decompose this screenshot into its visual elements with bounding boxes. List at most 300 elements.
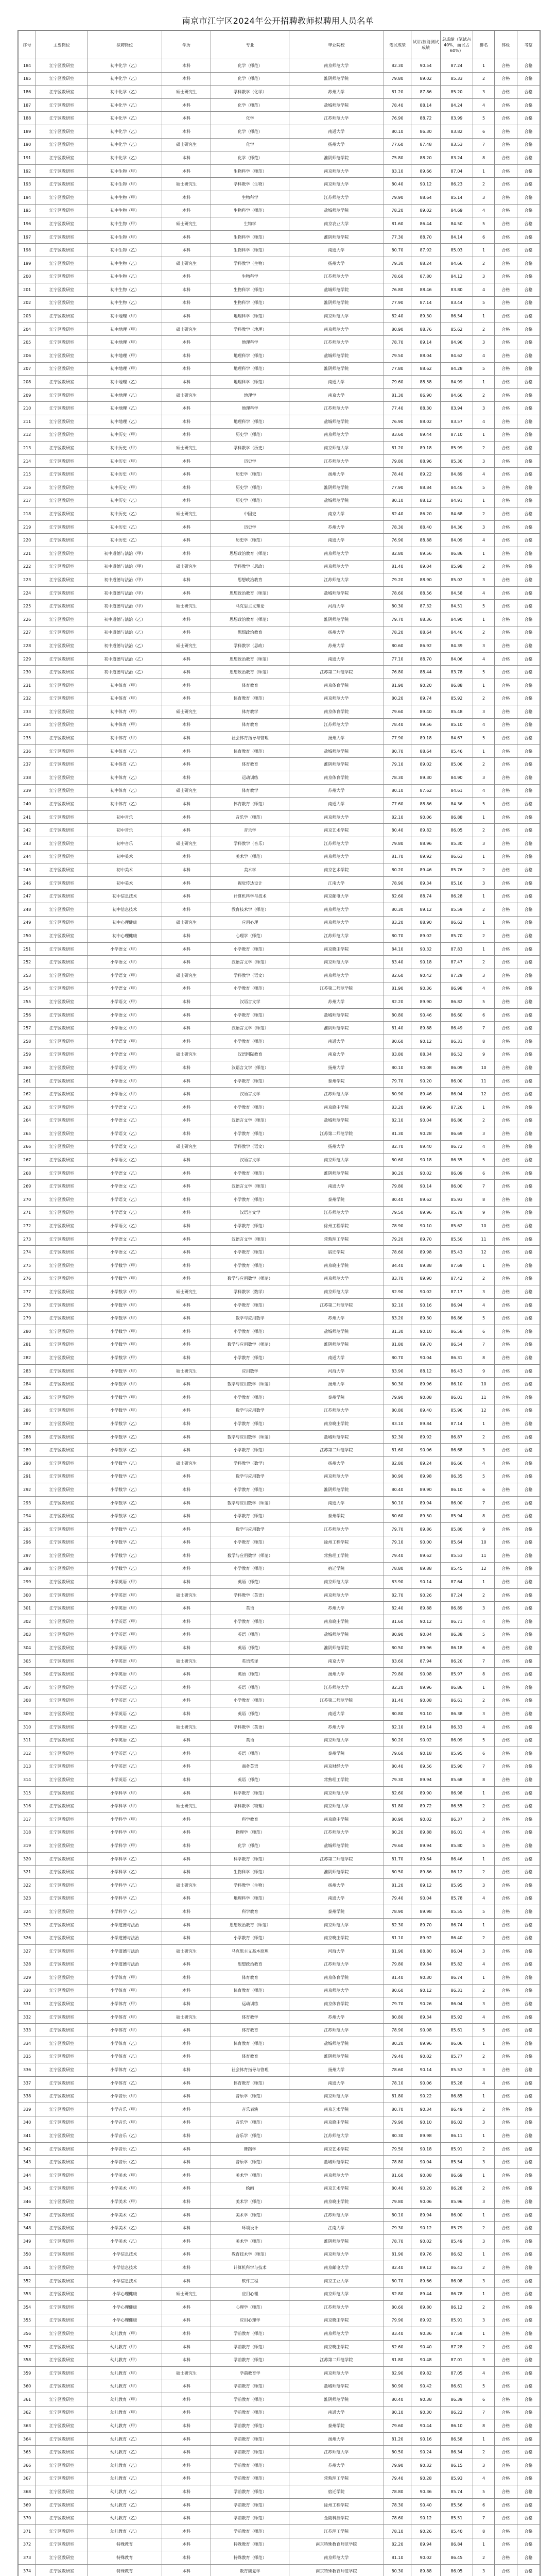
post-name-cell: 初中生物（甲）: [88, 230, 162, 244]
interview-score-cell: 89.92: [411, 850, 440, 863]
total-score-cell: 84.61: [440, 784, 473, 798]
physical-exam-cell: 合格: [494, 2551, 517, 2565]
table-row: [19, 98, 540, 112]
major-cell: 学前教育（师范）: [211, 2406, 289, 2419]
major-cell: 地理科学（师范）: [211, 349, 289, 363]
school-cell: 扬州大学: [289, 2063, 384, 2077]
total-score-cell: 84.96: [440, 336, 473, 349]
post-unit-cell: 江宁区教研室: [36, 982, 88, 995]
written-score-cell: 83.20: [384, 916, 411, 929]
physical-exam-cell: 合格: [494, 2169, 517, 2182]
degree-cell: 本科: [162, 1470, 211, 1483]
post-name-cell: 初中历史（乙）: [88, 507, 162, 521]
interview-score-cell: 89.98: [411, 2129, 440, 2143]
row-index-cell: 349: [19, 2234, 36, 2248]
rank-cell: 1: [473, 59, 495, 73]
row-index-cell: 274: [19, 1246, 36, 1259]
post-unit-cell: 江宁区教研室: [36, 1206, 88, 1219]
post-name-cell: 小学语文（乙）: [88, 1246, 162, 1259]
post-unit-cell: 江宁区教研室: [36, 2366, 88, 2380]
post-unit-cell: 江宁区教研室: [36, 679, 88, 692]
post-unit-cell: 江宁区教研室: [36, 2419, 88, 2433]
inspection-cell: 合格: [517, 2512, 540, 2525]
inspection-cell: 合格: [517, 1180, 540, 1193]
written-score-cell: 78.40: [384, 98, 411, 112]
school-cell: 盐城师范学院: [289, 98, 384, 112]
rank-cell: 4: [473, 586, 495, 600]
inspection-cell: 合格: [517, 2446, 540, 2459]
post-unit-cell: 江宁区教研室: [36, 929, 88, 943]
degree-cell: 本科: [162, 283, 211, 297]
row-index-cell: 298: [19, 1562, 36, 1575]
post-name-cell: 初中历史（甲）: [88, 454, 162, 468]
physical-exam-cell: 合格: [494, 2314, 517, 2327]
school-cell: 南京师范大学: [289, 1800, 384, 1813]
school-cell: 盐城师范学院: [289, 1430, 384, 1444]
degree-cell: 本科: [162, 903, 211, 917]
interview-score-cell: 90.48: [411, 2353, 440, 2367]
degree-cell: 本科: [162, 652, 211, 666]
rank-cell: 6: [473, 2393, 495, 2406]
physical-exam-cell: 合格: [494, 1800, 517, 1813]
physical-exam-cell: 合格: [494, 2248, 517, 2261]
school-cell: 南京师范大学: [289, 810, 384, 824]
post-name-cell: 小学数学（乙）: [88, 1470, 162, 1483]
post-name-cell: 初中生物（甲）: [88, 204, 162, 217]
major-cell: 小学教育（师范）: [211, 1008, 289, 1022]
interview-score-cell: 86.20: [411, 507, 440, 521]
table-row: [19, 876, 540, 890]
post-name-cell: 小学语文（甲）: [88, 956, 162, 969]
degree-cell: 硕士研究生: [162, 1800, 211, 1813]
row-index-cell: 270: [19, 1193, 36, 1207]
rank-cell: 3: [473, 1444, 495, 1457]
physical-exam-cell: 合格: [494, 718, 517, 732]
inspection-cell: 合格: [517, 1522, 540, 1536]
row-index-cell: 200: [19, 270, 36, 283]
table-row: [19, 1654, 540, 1668]
total-score-cell: 86.06: [440, 2037, 473, 2050]
inspection-cell: 合格: [517, 1470, 540, 1483]
inspection-cell: 合格: [517, 600, 540, 613]
degree-cell: 本科: [162, 863, 211, 877]
interview-score-cell: 89.56: [411, 718, 440, 732]
school-cell: 南京晓庄学院: [289, 942, 384, 956]
row-index-cell: 304: [19, 1641, 36, 1655]
inspection-cell: 合格: [517, 1878, 540, 1892]
major-cell: 绘画: [211, 2182, 289, 2195]
school-cell: 常熟理工学院: [289, 1773, 384, 1787]
total-score-cell: 85.33: [440, 72, 473, 86]
post-name-cell: 小学美术（乙）: [88, 2234, 162, 2248]
physical-exam-cell: 合格: [494, 2010, 517, 2024]
row-index-cell: 184: [19, 59, 36, 73]
major-cell: 学前教育（师范）: [211, 2485, 289, 2499]
physical-exam-cell: 合格: [494, 257, 517, 270]
row-index-cell: 291: [19, 1470, 36, 1483]
post-unit-cell: 江宁区教研室: [36, 1694, 88, 1707]
row-index-cell: 301: [19, 1602, 36, 1615]
degree-cell: 本科: [162, 1536, 211, 1549]
major-cell: 数学与应用数学（师范）: [211, 1430, 289, 1444]
written-score-cell: 80.70: [384, 2274, 411, 2287]
rank-cell: 3: [473, 2063, 495, 2077]
inspection-cell: 合格: [517, 98, 540, 112]
written-score-cell: 82.60: [384, 2340, 411, 2353]
school-cell: 金陵科技学院: [289, 2512, 384, 2525]
major-cell: 汉语言文学: [211, 1088, 289, 1101]
column-header: 拟聘岗位: [88, 31, 162, 59]
post-name-cell: 初中化学（乙）: [88, 59, 162, 73]
major-cell: 化学（师范）: [211, 59, 289, 73]
rank-cell: 4: [473, 468, 495, 481]
post-name-cell: 初中美术: [88, 863, 162, 877]
degree-cell: 本科: [162, 2551, 211, 2565]
post-unit-cell: 江宁区教研室: [36, 164, 88, 178]
major-cell: 美术学（师范）: [211, 2208, 289, 2222]
physical-exam-cell: 合格: [494, 771, 517, 785]
row-index-cell: 250: [19, 929, 36, 943]
post-name-cell: 小学英语（甲）: [88, 1628, 162, 1641]
degree-cell: 本科: [162, 1602, 211, 1615]
post-unit-cell: 江宁区教研室: [36, 296, 88, 310]
interview-score-cell: 90.02: [411, 1734, 440, 1747]
major-cell: 思想政治教育（师范）: [211, 1918, 289, 1931]
interview-score-cell: 90.08: [411, 1668, 440, 1681]
total-score-cell: 86.69: [440, 2169, 473, 2182]
inspection-cell: 合格: [517, 1272, 540, 1285]
rank-cell: 2: [473, 1866, 495, 1879]
table-row: [19, 2103, 540, 2116]
written-score-cell: 82.40: [384, 310, 411, 323]
table-row: [19, 270, 540, 283]
column-header: 学历: [162, 31, 211, 59]
degree-cell: 本科: [162, 1325, 211, 1338]
written-score-cell: 80.70: [384, 929, 411, 943]
degree-cell: 本科: [162, 876, 211, 890]
physical-exam-cell: 合格: [494, 916, 517, 929]
written-score-cell: 76.90: [384, 112, 411, 125]
row-index-cell: 258: [19, 1035, 36, 1048]
written-score-cell: 81.20: [384, 2432, 411, 2446]
post-unit-cell: 江宁区教研室: [36, 1444, 88, 1457]
school-cell: 南京师范大学: [289, 2169, 384, 2182]
physical-exam-cell: 合格: [494, 270, 517, 283]
total-score-cell: 86.88: [440, 679, 473, 692]
degree-cell: 本科: [162, 2498, 211, 2512]
inspection-cell: 合格: [517, 771, 540, 785]
total-score-cell: 87.24: [440, 59, 473, 73]
post-unit-cell: 江宁区教研室: [36, 2010, 88, 2024]
post-name-cell: 小学心理健康: [88, 2300, 162, 2314]
inspection-cell: 合格: [517, 666, 540, 679]
rank-cell: 2: [473, 2300, 495, 2314]
rank-cell: 1: [473, 1417, 495, 1431]
table-row: [19, 613, 540, 626]
table-row: [19, 204, 540, 217]
total-score-cell: 86.00: [440, 1180, 473, 1193]
post-name-cell: 小学数学（乙）: [88, 1496, 162, 1510]
post-name-cell: 幼儿教育（乙）: [88, 2485, 162, 2499]
table-row: [19, 1219, 540, 1233]
degree-cell: 本科: [162, 1391, 211, 1404]
rank-cell: 4: [473, 784, 495, 798]
total-score-cell: 86.10: [440, 1483, 473, 1497]
major-cell: 汉语言文学: [211, 995, 289, 1009]
rank-cell: 2: [473, 388, 495, 402]
post-unit-cell: 江宁区教研室: [36, 850, 88, 863]
degree-cell: 本科: [162, 415, 211, 429]
interview-score-cell: 90.44: [411, 2419, 440, 2433]
written-score-cell: 80.20: [384, 692, 411, 705]
post-name-cell: 小学体育（甲）: [88, 1997, 162, 2011]
total-score-cell: 86.86: [440, 1312, 473, 1325]
inspection-cell: 合格: [517, 2063, 540, 2077]
total-score-cell: 86.01: [440, 1391, 473, 1404]
total-score-cell: 86.89: [440, 1602, 473, 1615]
post-name-cell: 小学语文（甲）: [88, 942, 162, 956]
interview-score-cell: 90.02: [411, 1812, 440, 1826]
row-index-cell: 287: [19, 1417, 36, 1431]
school-cell: 南京晓庄学院: [289, 2314, 384, 2327]
school-cell: 宿迁学院: [289, 1562, 384, 1575]
written-score-cell: 80.40: [384, 1760, 411, 1773]
row-index-cell: 374: [19, 2564, 36, 2576]
total-score-cell: 87.26: [440, 1100, 473, 1114]
interview-score-cell: 90.02: [411, 2551, 440, 2565]
row-index-cell: 251: [19, 942, 36, 956]
total-score-cell: 85.62: [440, 1219, 473, 1233]
school-cell: 泰州学院: [289, 1510, 384, 1523]
written-score-cell: 77.10: [384, 652, 411, 666]
written-score-cell: 77.30: [384, 230, 411, 244]
post-name-cell: 小学音乐（乙）: [88, 2142, 162, 2156]
total-score-cell: 85.95: [440, 1878, 473, 1892]
major-cell: 社会体育指导与管理: [211, 2063, 289, 2077]
total-score-cell: 86.00: [440, 2208, 473, 2222]
school-cell: 南京大学: [289, 1048, 384, 1061]
written-score-cell: 81.60: [384, 2169, 411, 2182]
post-unit-cell: 江宁区教研室: [36, 1720, 88, 1734]
table-row: [19, 1812, 540, 1826]
inspection-cell: 合格: [517, 718, 540, 732]
interview-score-cell: 89.66: [411, 2274, 440, 2287]
table-row: [19, 2010, 540, 2024]
written-score-cell: 79.10: [384, 758, 411, 771]
school-cell: 泰州学院: [289, 1074, 384, 1088]
degree-cell: 本科: [162, 2446, 211, 2459]
degree-cell: 本科: [162, 2353, 211, 2367]
interview-score-cell: 90.02: [411, 1285, 440, 1299]
post-name-cell: 小学信息技术: [88, 2261, 162, 2275]
total-score-cell: 85.61: [440, 2024, 473, 2037]
post-name-cell: 幼儿教育（乙）: [88, 2472, 162, 2485]
post-unit-cell: 江宁区教研室: [36, 1456, 88, 1470]
post-unit-cell: 江宁区教研室: [36, 956, 88, 969]
row-index-cell: 322: [19, 1878, 36, 1892]
written-score-cell: 78.70: [384, 336, 411, 349]
rank-cell: 5: [473, 362, 495, 376]
row-index-cell: 303: [19, 1628, 36, 1641]
post-unit-cell: 江宁区教研室: [36, 903, 88, 917]
total-score-cell: 86.00: [440, 1496, 473, 1510]
physical-exam-cell: 合格: [494, 1773, 517, 1787]
rank-cell: 3: [473, 1812, 495, 1826]
school-cell: 泰州学院: [289, 1391, 384, 1404]
total-score-cell: 86.61: [440, 2380, 473, 2393]
post-name-cell: 特殊教育: [88, 2564, 162, 2576]
rank-cell: 2: [473, 1984, 495, 1997]
row-index-cell: 220: [19, 534, 36, 547]
physical-exam-cell: 合格: [494, 1259, 517, 1273]
physical-exam-cell: 合格: [494, 112, 517, 125]
physical-exam-cell: 合格: [494, 204, 517, 217]
total-score-cell: 86.62: [440, 2248, 473, 2261]
written-score-cell: 80.10: [384, 125, 411, 138]
inspection-cell: 合格: [517, 2498, 540, 2512]
school-cell: 江苏第二师范学院: [289, 2353, 384, 2367]
post-unit-cell: 江宁区教研室: [36, 1140, 88, 1154]
written-score-cell: 75.80: [384, 151, 411, 165]
post-unit-cell: 江宁区教研室: [36, 1022, 88, 1035]
total-score-cell: 86.62: [440, 916, 473, 929]
major-cell: 商务英语: [211, 1760, 289, 1773]
table-row: [19, 283, 540, 297]
interview-score-cell: 88.62: [411, 362, 440, 376]
major-cell: 特殊教育（师范）: [211, 2538, 289, 2551]
total-score-cell: 84.28: [440, 362, 473, 376]
major-cell: 体育教育（师范）: [211, 1984, 289, 1997]
major-cell: 地理科学（师范）: [211, 362, 289, 376]
row-index-cell: 236: [19, 744, 36, 758]
physical-exam-cell: 合格: [494, 2050, 517, 2063]
row-index-cell: 317: [19, 1812, 36, 1826]
total-score-cell: 86.28: [440, 2182, 473, 2195]
post-name-cell: 初中历史（乙）: [88, 520, 162, 534]
inspection-cell: 合格: [517, 1351, 540, 1365]
total-score-cell: 86.18: [440, 1641, 473, 1655]
post-name-cell: 小学语文（甲）: [88, 1022, 162, 1035]
rank-cell: 10: [473, 1219, 495, 1233]
rank-cell: 5: [473, 1905, 495, 1919]
total-score-cell: 86.20: [440, 1654, 473, 1668]
total-score-cell: 85.77: [440, 2050, 473, 2063]
total-score-cell: 83.99: [440, 112, 473, 125]
written-score-cell: 81.60: [384, 217, 411, 231]
major-cell: 小学教育（师范）: [211, 942, 289, 956]
interview-score-cell: 90.04: [411, 1892, 440, 1905]
post-unit-cell: 江宁区教研室: [36, 1510, 88, 1523]
post-unit-cell: 江宁区教研室: [36, 626, 88, 639]
row-index-cell: 362: [19, 2406, 36, 2419]
post-name-cell: 小学美术（乙）: [88, 2208, 162, 2222]
degree-cell: 本科: [162, 2103, 211, 2116]
major-cell: 小学教育（师范）: [211, 1391, 289, 1404]
physical-exam-cell: 合格: [494, 98, 517, 112]
interview-score-cell: 89.98: [411, 1246, 440, 1259]
interview-score-cell: 90.08: [411, 2169, 440, 2182]
major-cell: 汉语言文学（师范）: [211, 1114, 289, 1127]
table-row: [19, 1773, 540, 1787]
post-name-cell: 小学数学（乙）: [88, 1430, 162, 1444]
inspection-cell: 合格: [517, 890, 540, 903]
written-score-cell: 77.90: [384, 296, 411, 310]
rank-cell: 3: [473, 336, 495, 349]
post-name-cell: 小学体育（甲）: [88, 2024, 162, 2037]
total-score-cell: 86.86: [440, 547, 473, 560]
degree-cell: 本科: [162, 2393, 211, 2406]
school-cell: 淮阴师范学院: [289, 362, 384, 376]
physical-exam-cell: 合格: [494, 1812, 517, 1826]
physical-exam-cell: 合格: [494, 876, 517, 890]
physical-exam-cell: 合格: [494, 1048, 517, 1061]
written-score-cell: 80.50: [384, 1866, 411, 1879]
school-cell: 泰州学院: [289, 1747, 384, 1760]
total-score-cell: 86.72: [440, 1140, 473, 1154]
total-score-cell: 86.05: [440, 824, 473, 837]
row-index-cell: 211: [19, 415, 36, 429]
total-score-cell: 85.43: [440, 1246, 473, 1259]
rank-cell: 3: [473, 1285, 495, 1299]
school-cell: 淮阴师范学院: [289, 1866, 384, 1879]
row-index-cell: 316: [19, 1800, 36, 1813]
post-name-cell: 小学数学（乙）: [88, 1536, 162, 1549]
post-unit-cell: 江宁区教研室: [36, 1536, 88, 1549]
post-name-cell: 幼儿教育（乙）: [88, 2432, 162, 2446]
post-name-cell: 小学语文（甲）: [88, 1088, 162, 1101]
school-cell: 南京特殊教育师范学院: [289, 2564, 384, 2576]
physical-exam-cell: 合格: [494, 1298, 517, 1312]
rank-cell: 1: [473, 890, 495, 903]
total-score-cell: 87.47: [440, 956, 473, 969]
inspection-cell: 合格: [517, 1654, 540, 1668]
physical-exam-cell: 合格: [494, 244, 517, 257]
table-row: [19, 244, 540, 257]
post-name-cell: 初中体育（乙）: [88, 798, 162, 811]
total-score-cell: 87.04: [440, 164, 473, 178]
row-index-cell: 266: [19, 1140, 36, 1154]
total-score-cell: 86.58: [440, 2432, 473, 2446]
rank-cell: 3: [473, 705, 495, 719]
school-cell: 南京师范大学: [289, 1734, 384, 1747]
rank-cell: 6: [473, 230, 495, 244]
total-score-cell: 86.01: [440, 1826, 473, 1839]
table-row: [19, 1720, 540, 1734]
major-cell: 体育教育: [211, 758, 289, 771]
table-row: [19, 771, 540, 785]
row-index-cell: 243: [19, 837, 36, 851]
interview-score-cell: 89.96: [411, 1681, 440, 1694]
major-cell: 学科教学（物理）: [211, 1800, 289, 1813]
post-unit-cell: 江宁区教研室: [36, 1048, 88, 1061]
inspection-cell: 合格: [517, 2340, 540, 2353]
physical-exam-cell: 合格: [494, 1232, 517, 1246]
physical-exam-cell: 合格: [494, 415, 517, 429]
school-cell: 南京晓庄学院: [289, 1615, 384, 1629]
total-score-cell: 84.67: [440, 732, 473, 745]
interview-score-cell: 90.06: [411, 2076, 440, 2090]
post-name-cell: 小学数学（甲）: [88, 1404, 162, 1417]
row-index-cell: 256: [19, 1008, 36, 1022]
total-score-cell: 86.35: [440, 1470, 473, 1483]
total-score-cell: 86.37: [440, 1812, 473, 1826]
row-index-cell: 272: [19, 1219, 36, 1233]
physical-exam-cell: 合格: [494, 1510, 517, 1523]
row-index-cell: 319: [19, 1839, 36, 1853]
row-index-cell: 313: [19, 1760, 36, 1773]
school-cell: 盐城师范学院: [289, 586, 384, 600]
post-name-cell: 小学道德与法治: [88, 1958, 162, 1971]
